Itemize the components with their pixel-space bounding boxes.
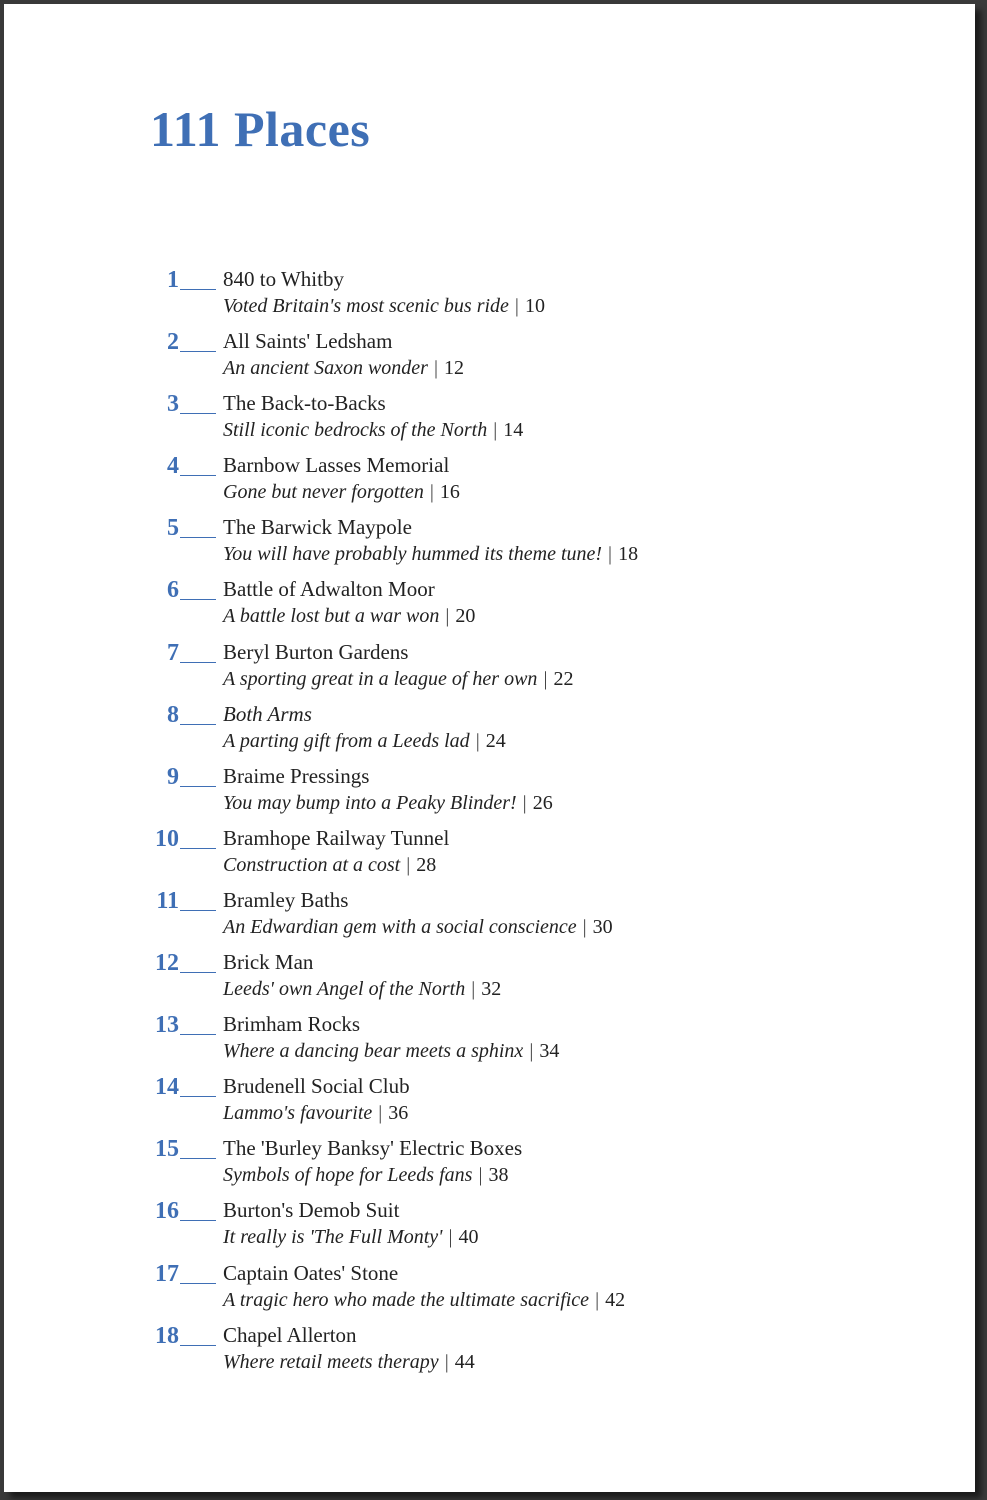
separator: | — [444, 1350, 449, 1373]
leader-line — [180, 599, 216, 600]
entry-description: Construction at a cost — [223, 853, 401, 876]
leader-line — [180, 413, 216, 414]
separator: | — [595, 1288, 600, 1311]
entry-subtitle — [223, 420, 523, 440]
entry-subtitle — [223, 606, 475, 626]
entry-number: 15 — [155, 1136, 179, 1163]
entry-name: Beryl Burton Gardens — [223, 639, 409, 664]
entry-name: Bramley Baths — [223, 887, 349, 912]
separator: | — [522, 791, 527, 814]
entry-subtitle — [223, 296, 545, 316]
table-of-contents — [4, 266, 975, 1384]
entry-number: 12 — [155, 950, 179, 977]
entry-number: 18 — [155, 1322, 179, 1349]
entry-description: Lammo's favourite — [223, 1102, 373, 1125]
separator: | — [448, 1226, 453, 1249]
entry-subtitle — [223, 544, 638, 564]
leader-line — [180, 351, 216, 352]
toc-entry — [4, 825, 975, 887]
entry-subtitle — [223, 1041, 559, 1061]
entry-description: Voted Britain's most scenic bus ride — [223, 295, 509, 317]
entry-number: 1 — [167, 267, 179, 293]
entry-subtitle — [223, 1103, 408, 1123]
separator: | — [378, 1102, 383, 1125]
entry-name: The Barwick Maypole — [223, 515, 412, 540]
toc-entry — [4, 1073, 975, 1135]
entry-number: 10 — [155, 825, 179, 852]
entry-page-number: 44 — [454, 1350, 475, 1373]
leader-line — [180, 289, 216, 290]
leader-line — [180, 910, 216, 911]
entry-page-number: 28 — [416, 853, 437, 876]
entry-number: 8 — [167, 701, 179, 728]
entry-subtitle — [223, 979, 501, 999]
separator: | — [475, 729, 480, 752]
toc-entry — [4, 887, 975, 949]
entry-page-number: 20 — [455, 605, 476, 628]
leader-line — [180, 848, 216, 849]
toc-entry — [4, 1322, 975, 1384]
entry-subtitle — [223, 917, 613, 937]
entry-name: Braime Pressings — [223, 763, 370, 788]
entry-name: Brimham Rocks — [223, 1012, 361, 1037]
entry-number: 5 — [167, 515, 179, 542]
separator: | — [514, 295, 519, 317]
entry-number: 9 — [167, 763, 179, 790]
entry-number: 11 — [156, 887, 179, 914]
entry-description: An Edwardian gem with a social conscience — [223, 915, 577, 938]
entry-page-number: 32 — [481, 978, 502, 1001]
entry-number: 6 — [167, 577, 179, 604]
entry-name: Brudenell Social Club — [223, 1074, 410, 1099]
toc-entry — [4, 390, 975, 452]
entry-page-number: 14 — [503, 419, 524, 442]
entry-subtitle — [223, 1290, 625, 1310]
separator: | — [493, 419, 498, 442]
entry-number: 17 — [155, 1260, 179, 1287]
entry-page-number: 34 — [539, 1040, 560, 1063]
separator: | — [529, 1040, 534, 1063]
entry-name: Burton's Demob Suit — [223, 1198, 400, 1223]
toc-entry — [4, 701, 975, 763]
entry-name: The Back-to-Backs — [223, 391, 386, 416]
toc-entry — [4, 514, 975, 576]
toc-entry — [4, 1260, 975, 1322]
separator: | — [582, 915, 587, 938]
entry-name: Bramhope Railway Tunnel — [223, 825, 450, 850]
entry-subtitle — [223, 1227, 478, 1247]
entry-description: Symbols of hope for Leeds fans — [223, 1164, 473, 1187]
separator: | — [429, 481, 434, 504]
entry-name: Both Arms — [223, 701, 312, 726]
entry-number: 16 — [155, 1198, 179, 1225]
entry-page-number: 22 — [553, 667, 574, 690]
entry-number: 3 — [167, 391, 179, 418]
entry-description: A parting gift from a Leeds lad — [223, 729, 470, 752]
separator: | — [543, 667, 548, 690]
leader-line — [180, 786, 216, 787]
entry-subtitle — [223, 793, 553, 813]
toc-entry — [4, 763, 975, 825]
entry-page-number: 16 — [439, 481, 460, 504]
page-title: 111 Places — [150, 101, 371, 157]
toc-entry — [4, 1135, 975, 1197]
entry-name: Chapel Allerton — [223, 1322, 357, 1347]
entry-description: A sporting great in a league of her own — [223, 667, 538, 690]
separator: | — [608, 543, 613, 566]
separator: | — [433, 357, 438, 380]
leader-line — [180, 537, 216, 538]
entry-page-number: 36 — [388, 1102, 409, 1125]
entry-description: Where retail meets therapy — [223, 1350, 439, 1373]
toc-entry — [4, 949, 975, 1011]
entry-description: A battle lost but a war won — [223, 605, 440, 628]
entry-name: Barnbow Lasses Memorial — [223, 453, 450, 478]
separator: | — [406, 853, 411, 876]
book-page — [4, 4, 975, 1492]
entry-page-number: 10 — [524, 295, 545, 317]
entry-name: All Saints' Ledsham — [223, 329, 393, 354]
entry-description: Gone but never forgotten — [223, 481, 424, 504]
entry-subtitle — [223, 358, 464, 378]
entry-description: Where a dancing bear meets a sphinx — [223, 1040, 524, 1063]
toc-entry — [4, 576, 975, 638]
entry-description: You may bump into a Peaky Blinder! — [223, 791, 517, 814]
entry-subtitle — [223, 731, 506, 751]
leader-line — [180, 1158, 216, 1159]
entry-page-number: 26 — [532, 791, 553, 814]
leader-line — [180, 972, 216, 973]
entry-name: Brick Man — [223, 950, 314, 975]
entry-subtitle — [223, 855, 436, 875]
entry-page-number: 24 — [485, 729, 506, 752]
leader-line — [180, 1034, 216, 1035]
entry-number: 13 — [155, 1012, 179, 1039]
entry-subtitle — [223, 669, 573, 689]
entry-subtitle — [223, 1165, 508, 1185]
entry-number: 4 — [167, 453, 179, 480]
entry-name: Battle of Adwalton Moor — [223, 577, 435, 602]
entry-description: An ancient Saxon wonder — [223, 357, 428, 380]
toc-entry — [4, 452, 975, 514]
entry-name: The 'Burley Banksy' Electric Boxes — [223, 1136, 523, 1161]
entry-page-number: 42 — [605, 1288, 626, 1311]
leader-line — [180, 724, 216, 725]
separator: | — [478, 1164, 483, 1187]
entry-description: You will have probably hummed its theme tune! — [223, 543, 603, 566]
entry-number: 2 — [167, 329, 179, 356]
entry-subtitle — [223, 482, 460, 502]
entry-page-number: 12 — [443, 357, 464, 380]
leader-line — [180, 662, 216, 663]
leader-line — [180, 1345, 216, 1346]
entry-page-number: 18 — [618, 543, 639, 566]
entry-name: Captain Oates' Stone — [223, 1260, 399, 1285]
entry-description: It really is 'The Full Monty' — [223, 1226, 443, 1249]
separator: | — [445, 605, 450, 628]
entry-number: 14 — [155, 1074, 179, 1101]
leader-line — [180, 1096, 216, 1097]
leader-line — [180, 475, 216, 476]
toc-entry — [4, 639, 975, 701]
toc-entry — [4, 328, 975, 390]
entry-name: 840 to Whitby — [223, 267, 344, 291]
toc-entry — [4, 1011, 975, 1073]
leader-line — [180, 1220, 216, 1221]
entry-number: 7 — [167, 639, 179, 666]
leader-line — [180, 1283, 216, 1284]
entry-page-number: 40 — [458, 1226, 479, 1249]
entry-description: A tragic hero who made the ultimate sacrifice — [223, 1288, 590, 1311]
separator: | — [471, 978, 476, 1001]
entry-subtitle — [223, 1352, 475, 1372]
toc-entry — [4, 1197, 975, 1259]
entry-description: Still iconic bedrocks of the North — [223, 419, 488, 442]
entry-page-number: 38 — [488, 1164, 509, 1187]
toc-entry — [4, 266, 975, 328]
entry-page-number: 30 — [592, 915, 613, 938]
entry-description: Leeds' own Angel of the North — [223, 978, 466, 1001]
